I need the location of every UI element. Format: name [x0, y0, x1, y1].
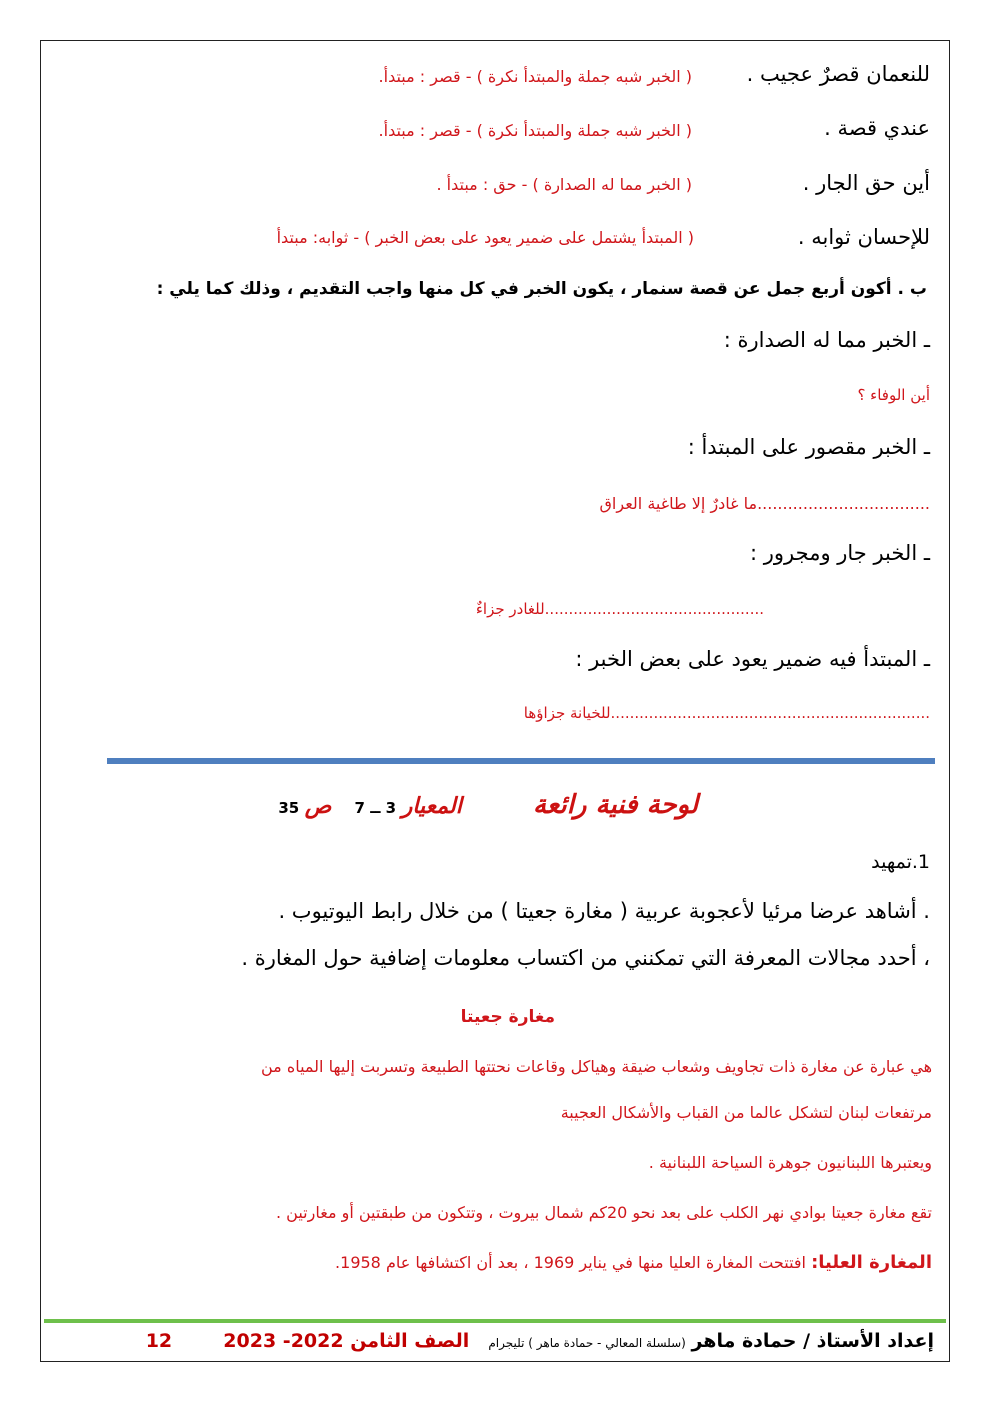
section-divider — [107, 758, 935, 764]
footer-author: إعداد الأستاذ / حمادة ماهر — [691, 1330, 934, 1352]
intro-point: . أشاهد عرضا مرئيا لأعجوبة عربية ( مغارة جعيتا ) من خلال رابط اليوتيوب . — [278, 899, 930, 923]
cave-paragraph: ويعتبرها اللبنانيون جوهرة السياحة اللبنانية . — [648, 1153, 932, 1172]
item-label: ـ الخبر مقصور على المبتدأ : — [687, 435, 930, 459]
intro-heading: 1.تمهيد — [871, 851, 930, 873]
example-sentence: للنعمان قصرٌ عجيب . — [746, 62, 930, 86]
intro-point: ، أحدد مجالات المعرفة التي تمكنني من اكتساب معلومات إضافية حول المغارة . — [241, 946, 930, 970]
item-answer: ..............................................للغادر جزاءٌ — [475, 600, 764, 618]
item-label: ـ الخبر جار ومجرور : — [750, 541, 930, 565]
cave-paragraph: هي عبارة عن مغارة ذات تجاويف وشعاب ضيقة وهياكل وقاعات نحتتها الطبيعة وتسربت إليها المياه من — [261, 1057, 932, 1076]
lesson-title — [278, 790, 698, 820]
footer-divider — [44, 1319, 946, 1323]
page-value: 35 — [278, 799, 300, 817]
item-answer: ...................................................................للخيانة جزاؤها — [523, 704, 930, 722]
example-sentence: للإحسان ثوابه . — [797, 225, 930, 249]
task-b-instruction: ب . أكون أربع جمل عن قصة سنمار ، يكون الخبر في كل منها واجب التقديم ، وذلك كما يلي : — [156, 279, 927, 299]
example-analysis: ( الخبر مما له الصدارة ) - حق : مبتدأ . — [436, 175, 692, 194]
footer-series: (سلسلة المعالي - حمادة ماهر ) تليجرام — [488, 1336, 686, 1350]
page-number: 12 — [145, 1330, 173, 1352]
cave-paragraph: تقع مغارة جعيتا بوادي نهر الكلب على بعد نحو 20كم شمال بيروت ، وتتكون من طبقتين أو مغارتين . — [275, 1203, 932, 1222]
item-answer: أين الوفاء ؟ — [857, 386, 930, 404]
cave-paragraph: مرتفعات لبنان لتشكل عالما من القباب والأشكال العجيبة — [560, 1103, 932, 1122]
item-answer: ..................................ما غادرٌ إلا طاغية العراق — [599, 494, 930, 513]
footer-grade: الصف الثامن 2022- 2023 — [223, 1330, 470, 1352]
example-sentence: عندي قصة . — [824, 116, 930, 140]
page-label: ص — [304, 794, 332, 819]
criterion-value: 3 ــ 7 — [354, 799, 397, 817]
cave-title: مغارة جعيتا — [460, 1007, 555, 1027]
example-analysis: ( المبتدأ يشتمل على ضمير يعود على بعض الخبر ) - ثوابه: مبتدأ — [276, 228, 694, 247]
example-sentence: أين حق الجار . — [802, 171, 930, 195]
example-analysis: ( الخبر شبه جملة والمبتدأ نكرة ) - قصر : مبتدأ. — [378, 121, 692, 140]
criterion-label: المعيار — [401, 794, 462, 819]
lesson-name: لوحة فنية رائعة — [532, 790, 698, 820]
cave-upper-paragraph — [335, 1252, 932, 1273]
cave-upper-text: افتتحت المغارة العليا منها في يناير 1969 ، بعد أن اكتشافها عام 1958. — [335, 1253, 812, 1272]
footer — [146, 1330, 934, 1352]
example-analysis: ( الخبر شبه جملة والمبتدأ نكرة ) - قصر : مبتدأ. — [378, 67, 692, 86]
cave-upper-label: المغارة العليا: — [811, 1252, 932, 1273]
item-label: ـ المبتدأ فيه ضمير يعود على بعض الخبر : — [575, 647, 930, 671]
item-label: ـ الخبر مما له الصدارة : — [723, 328, 930, 352]
